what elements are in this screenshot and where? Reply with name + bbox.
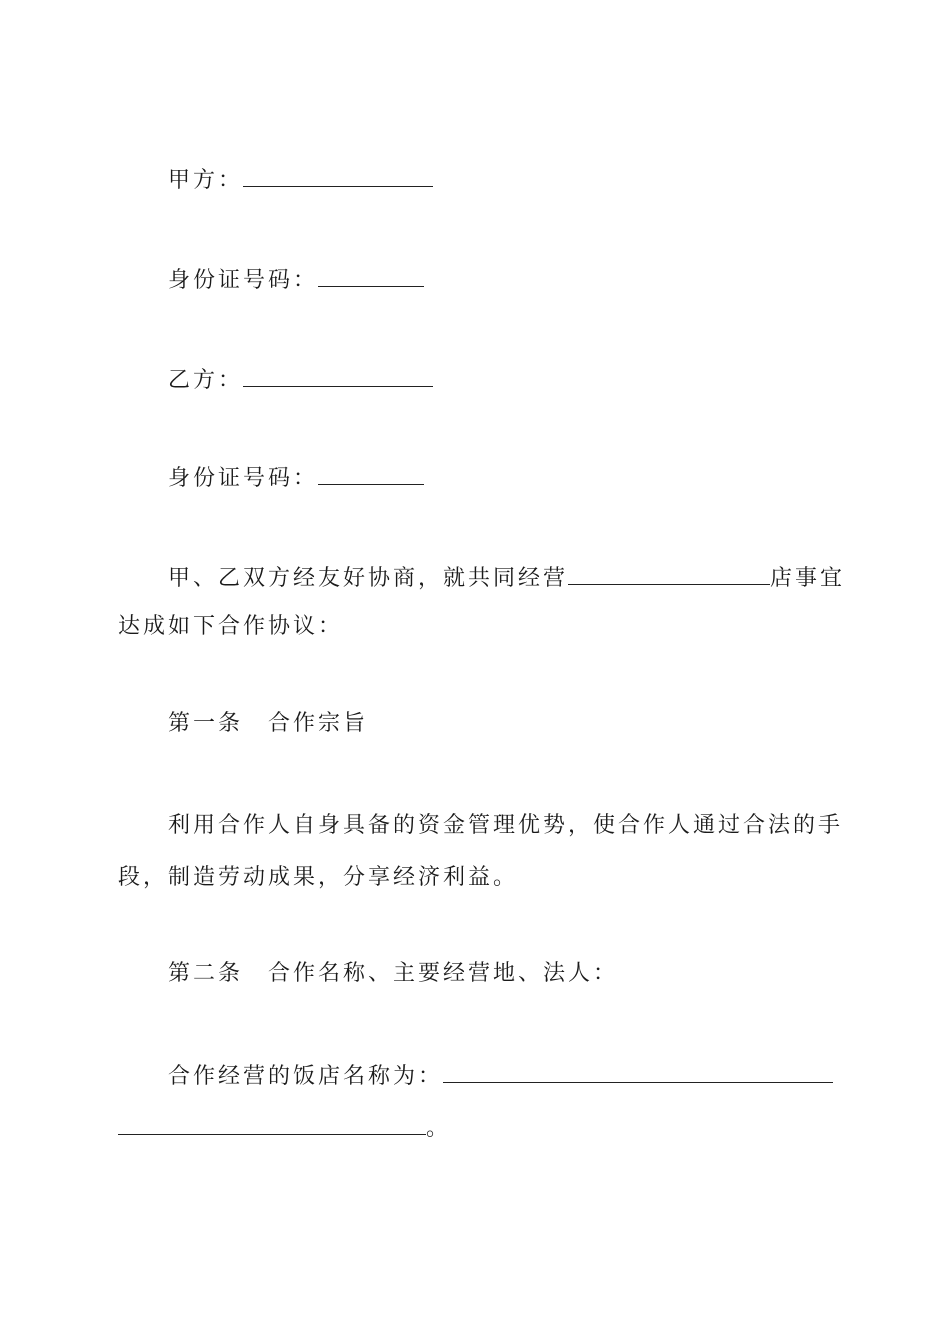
- article-2-heading: [168, 958, 618, 990]
- restaurant-name-blank-1: [443, 1058, 833, 1083]
- article-2-title: 第二条 合作名称、主要经营地、法人：: [168, 961, 619, 986]
- party-a-id-blank: [318, 262, 424, 287]
- party-b-id-label: 身份证号码：: [168, 466, 319, 491]
- restaurant-name-line-2: [118, 1110, 451, 1145]
- preamble-text-1: 甲、乙双方经友好协商，就共同经营: [168, 566, 569, 591]
- party-b-line: [168, 362, 433, 397]
- preamble-text-3: 达成如下合作协议：: [118, 614, 344, 639]
- restaurant-name-end: 。: [426, 1116, 452, 1141]
- article-1-heading: [168, 708, 368, 740]
- party-a-blank: [243, 162, 433, 187]
- party-a-id-line: [168, 262, 424, 297]
- restaurant-name-line: [168, 1058, 833, 1093]
- party-b-id-line: [168, 460, 424, 495]
- party-a-line: [168, 162, 433, 197]
- article-1-body-line-1: [168, 810, 843, 842]
- restaurant-name-blank-2: [118, 1110, 426, 1135]
- preamble-text-2: 店事宜: [770, 566, 846, 591]
- restaurant-name-label: 合作经营的饭店名称为：: [168, 1064, 444, 1089]
- article-1-text-1: 利用合作人自身具备的资金管理优势，使合作人通过合法的手: [168, 813, 844, 838]
- party-b-blank: [243, 362, 433, 387]
- article-1-title: 第一条 合作宗旨: [168, 711, 369, 736]
- preamble-line-1: [168, 560, 845, 595]
- article-1-body-line-2: [118, 862, 518, 894]
- party-b-id-blank: [318, 460, 424, 485]
- party-b-label: 乙方：: [168, 368, 244, 393]
- party-a-label: 甲方：: [168, 168, 244, 193]
- shop-name-blank: [568, 560, 770, 585]
- article-1-text-2: 段，制造劳动成果，分享经济利益。: [118, 865, 519, 890]
- party-a-id-label: 身份证号码：: [168, 268, 319, 293]
- preamble-line-2: [118, 611, 343, 643]
